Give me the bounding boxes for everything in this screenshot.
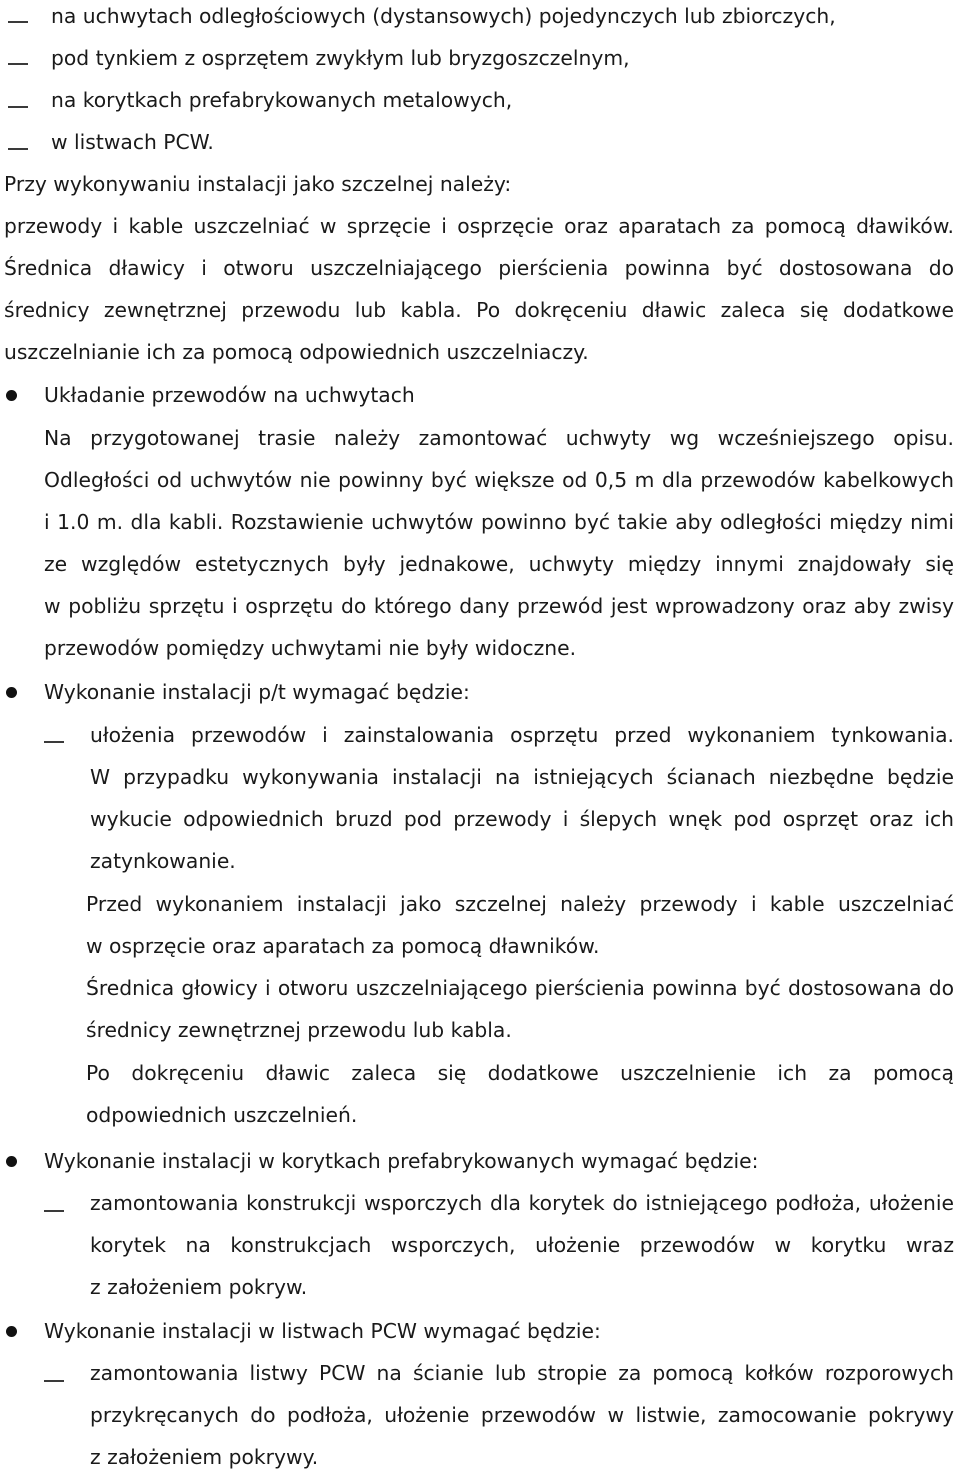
- bullet-icon: [6, 390, 17, 401]
- dash-marker: [44, 1210, 64, 1212]
- section-heading: Przy wykonywaniu instalacji jako szczelnej należy:: [4, 172, 512, 196]
- dash-marker: [44, 741, 64, 743]
- paragraph-line: Przed wykonaniem instalacji jako szczelnej należy przewody i kable uszczelniać: [86, 892, 954, 916]
- paragraph-line: przewody i kable uszczelniać w sprzęcie i osprzęcie oraz aparatach za pomocą dławików.: [4, 214, 954, 238]
- section-title: Wykonanie instalacji p/t wymagać będzie:: [44, 680, 470, 704]
- paragraph-line: w pobliżu sprzętu i osprzętu do którego dany przewód jest wprowadzony oraz aby zwisy: [44, 594, 954, 618]
- dash-marker: [8, 21, 28, 23]
- dash-marker: [8, 148, 28, 150]
- paragraph-line: przewodów pomiędzy uchwytami nie były widoczne.: [44, 636, 577, 660]
- section-title: Układanie przewodów na uchwytach: [44, 383, 415, 407]
- paragraph-line: i 1.0 m. dla kabli. Rozstawienie uchwytów powinno być takie aby odległości między nimi: [44, 510, 954, 534]
- list-item: na uchwytach odległościowych (dystansowych) pojedynczych lub zbiorczych,: [51, 4, 836, 28]
- paragraph-line: przykręcanych do podłoża, ułożenie przewodów w listwie, zamocowanie pokrywy: [90, 1403, 954, 1427]
- bullet-icon: [6, 1326, 17, 1337]
- paragraph-line: Średnica głowicy i otworu uszczelniającego pierścienia powinna być dostosowana do: [86, 976, 954, 1000]
- dash-marker: [8, 106, 28, 108]
- section-title: Wykonanie instalacji w listwach PCW wymagać będzie:: [44, 1319, 601, 1343]
- dash-marker: [8, 63, 28, 65]
- paragraph-line: zamontowania listwy PCW na ścianie lub stropie za pomocą kołków rozporowych: [90, 1361, 954, 1385]
- paragraph-line: wykucie odpowiednich bruzd pod przewody i ślepych wnęk pod osprzęt oraz ich: [90, 807, 954, 831]
- paragraph-line: z założeniem pokryw.: [90, 1275, 308, 1299]
- dash-marker: [44, 1380, 64, 1382]
- paragraph-line: korytek na konstrukcjach wsporczych, ułożenie przewodów w korytku wraz: [90, 1233, 954, 1257]
- paragraph-line: średnicy zewnętrznej przewodu lub kabla. Po dokręceniu dławic zaleca się dodatkowe: [4, 298, 954, 322]
- list-item: pod tynkiem z osprzętem zwykłym lub bryzgoszczelnym,: [51, 46, 630, 70]
- paragraph-line: zamontowania konstrukcji wsporczych dla korytek do istniejącego podłoża, ułożenie: [90, 1191, 954, 1215]
- paragraph-line: średnicy zewnętrznej przewodu lub kabla.: [86, 1018, 512, 1042]
- paragraph-line: Po dokręceniu dławic zaleca się dodatkowe uszczelnienie ich za pomocą: [86, 1061, 954, 1085]
- bullet-icon: [6, 687, 17, 698]
- paragraph-line: Odległości od uchwytów nie powinny być większe od 0,5 m dla przewodów kabelkowych: [44, 468, 954, 492]
- paragraph-line: uszczelnianie ich za pomocą odpowiednich uszczelniaczy.: [4, 340, 589, 364]
- list-item: w listwach PCW.: [51, 130, 214, 154]
- paragraph-line: ze względów estetycznych były jednakowe, uchwyty między innymi znajdowały się: [44, 552, 954, 576]
- paragraph-line: Średnica dławicy i otworu uszczelniającego pierścienia powinna być dostosowana do: [4, 256, 954, 280]
- list-item: na korytkach prefabrykowanych metalowych,: [51, 88, 513, 112]
- paragraph-line: w osprzęcie oraz aparatach za pomocą dławników.: [86, 934, 600, 958]
- paragraph-line: z założeniem pokrywy.: [90, 1445, 319, 1469]
- bullet-icon: [6, 1156, 17, 1167]
- paragraph-line: zatynkowanie.: [90, 849, 236, 873]
- paragraph-line: odpowiednich uszczelnień.: [86, 1103, 358, 1127]
- paragraph-line: W przypadku wykonywania instalacji na istniejących ścianach niezbędne będzie: [90, 765, 954, 789]
- paragraph-line: Na przygotowanej trasie należy zamontować uchwyty wg wcześniejszego opisu.: [44, 426, 954, 450]
- section-title: Wykonanie instalacji w korytkach prefabrykowanych wymagać będzie:: [44, 1149, 759, 1173]
- paragraph-line: ułożenia przewodów i zainstalowania osprzętu przed wykonaniem tynkowania.: [90, 723, 954, 747]
